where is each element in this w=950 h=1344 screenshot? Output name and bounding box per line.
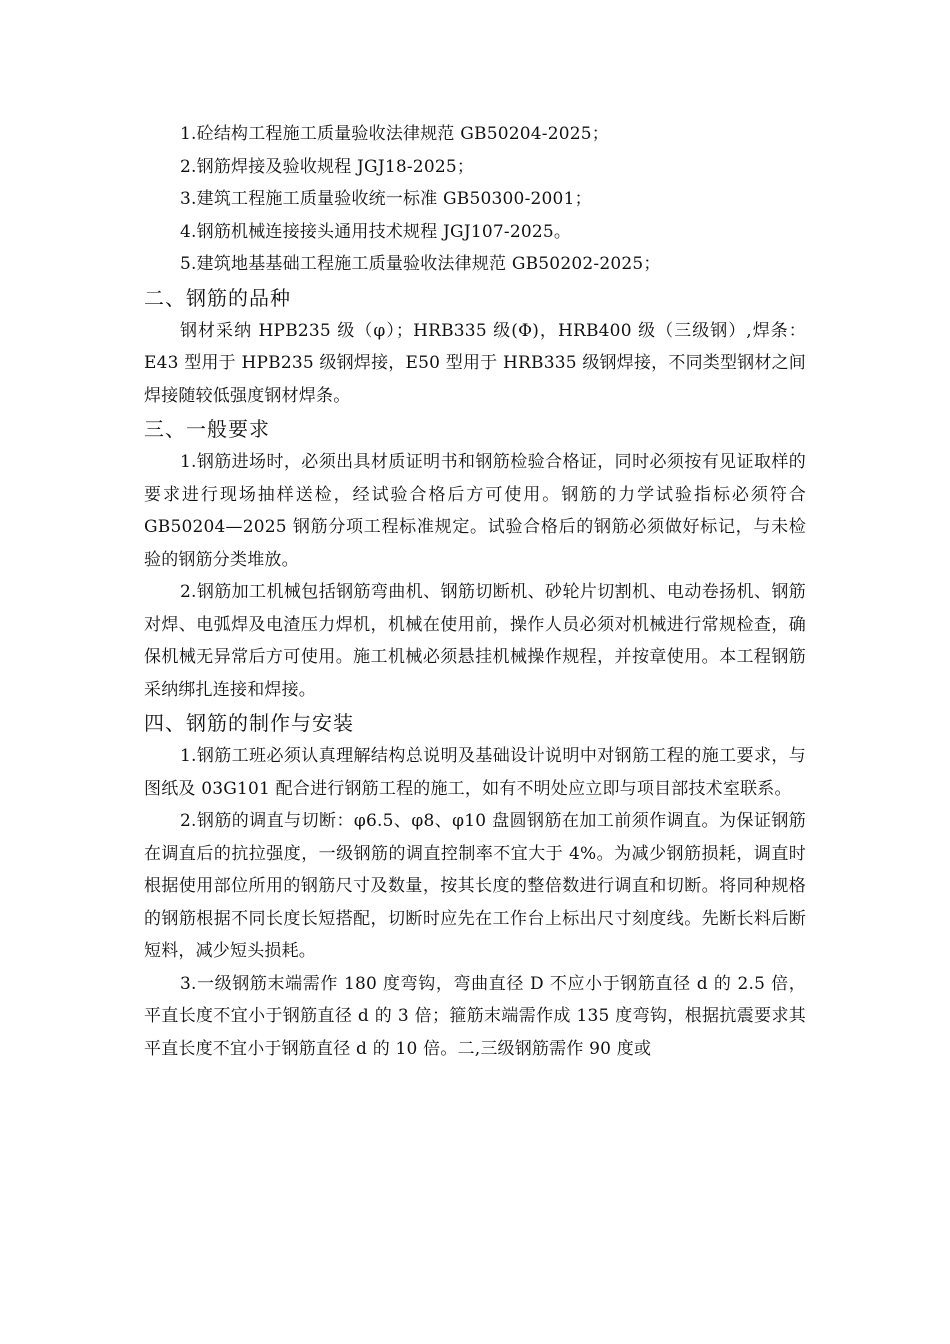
reference-list	[144, 118, 806, 281]
section-heading: 四、钢筋的制作与安装	[144, 711, 354, 735]
reference-item: 3.建筑工程施工质量验收统一标准 GB50300-2001；	[180, 189, 592, 209]
paragraph: 1.钢筋进场时，必须出具材质证明书和钢筋检验合格证，同时必须按有见证取样的要求进行现场抽样送检，经试验合格后方可使用。钢筋的力学试验指标必须符合 GB50204—2025 钢筋分项工程标准规定。试验合格后的钢筋必须做好标记，与未检验的钢筋分类堆放。	[144, 452, 806, 570]
paragraph: 2.钢筋的调直与切断：φ6.5、φ8、φ10 盘圆钢筋在加工前须作调直。为保证钢筋在调直后的抗拉强度，一级钢筋的调直控制率不宜大于 4%。为减少钢筋损耗，调直时根据使用部位所用的钢筋尺寸及数量，按其长度的整倍数进行调直和切断。将同种规格的钢筋根据不同长度长短搭配，切断时应先在工作台上标出尺寸刻度线。先断长料后断短料，减少短头损耗。	[144, 811, 806, 961]
section-general-requirements	[144, 412, 806, 706]
paragraph: 3.一级钢筋末端需作 180 度弯钩，弯曲直径 D 不应小于钢筋直径 d 的 2.5 倍，平直长度不宜小于钢筋直径 d 的 3 倍；箍筋末端需作成 135 度弯钩，根据抗震要求其平直长度不宜小于钢筋直径 d 的 10 倍。二,三级钢筋需作 90 度或	[144, 973, 806, 1059]
section-fabrication-installation	[144, 706, 806, 1065]
reference-item: 4.钢筋机械连接接头通用技术规程 JGJ107-2025。	[180, 221, 572, 242]
reference-item: 5.建筑地基基础工程施工质量验收法律规范 GB50202-2025；	[180, 254, 661, 274]
section-heading: 二、钢筋的品种	[144, 285, 291, 310]
paragraph: 钢材采纳 HPB235 级（φ）；HRB335 级(Φ)，HRB400 级（三级钢）,焊条：E43 型用于 HPB235 级钢焊接，E50 型用于 HRB335 级钢焊接，不同类型钢材之间焊接随较低强度钢材焊条。	[144, 320, 806, 406]
reference-item: 1.砼结构工程施工质量验收法律规范 GB50204-2025；	[180, 124, 609, 144]
paragraph: 1.钢筋工班必须认真理解结构总说明及基础设计说明中对钢筋工程的施工要求，与图纸及 03G101 配合进行钢筋工程的施工，如有不明处应立即与项目部技术室联系。	[144, 746, 806, 799]
section-rebar-types	[144, 281, 806, 413]
section-heading: 三、一般要求	[144, 417, 270, 441]
reference-item: 2.钢筋焊接及验收规程 JGJ18-2025；	[180, 156, 475, 177]
paragraph: 2.钢筋加工机械包括钢筋弯曲机、钢筋切断机、砂轮片切割机、电动卷扬机、钢筋对焊、电弧焊及电渣压力焊机，机械在使用前，操作人员必须对机械进行常规检查，确保机械无异常后方可使用。施工机械必须悬挂机械操作规程，并按章使用。本工程钢筋采纳绑扎连接和焊接。	[144, 582, 806, 700]
document-page	[144, 118, 806, 1065]
